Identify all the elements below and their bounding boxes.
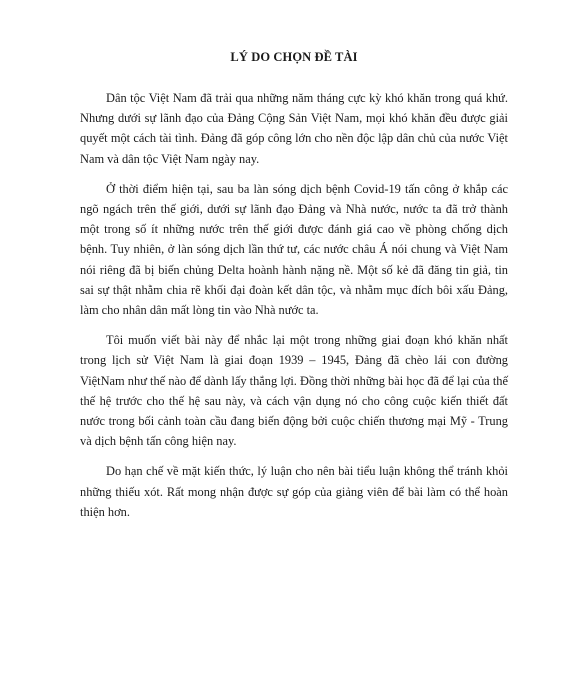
paragraph-intro: Dân tộc Việt Nam đã trải qua những năm tháng cực kỳ khó khăn trong quá khứ. Nhưng dưới sự lãnh đạo của Đảng Cộng Sản Việt Nam, mọi khó khăn đều được giải quyết một cách tài tình. Đảng đã góp công lớn cho nền độc lập dân chủ của nước Việt Nam và dân tộc Việt Nam ngày nay. bbox=[80, 91, 508, 166]
document-title: LÝ DO CHỌN ĐỀ TÀI bbox=[230, 50, 358, 64]
paragraph-purpose: Tôi muốn viết bài này để nhắc lại một trong những giai đoạn khó khăn nhất trong lịch sử Việt Nam là giai đoạn 1939 – 1945, Đảng đã chèo lái con đường ViệtNam như thế nào để dành lấy thắng lợi. Đồng thời những bài học đã để lại của thế thế hệ trước cho thế hệ sau này, và cách vận dụng nó cho công cuộc kiến thiết đất nước trong bối cảnh toàn cầu đang biến động bởi cuộc chiến thương mại Mỹ - Trung và dịch bệnh tấn công hiện nay. bbox=[80, 333, 508, 449]
paragraph-closing: Do hạn chế về mặt kiến thức, lý luận cho nên bài tiểu luận không thể tránh khỏi những thiếu xót. Rất mong nhận được sự góp của giảng viên để bài làm có thể hoàn thiện hơn. bbox=[80, 464, 508, 519]
paragraph-current-situation: Ở thời điểm hiện tại, sau ba làn sóng dịch bệnh Covid-19 tấn công ở khắp các ngõ ngách trên thế giới, dưới sự lãnh đạo Đảng và Nhà nước, nước ta đã trở thành một trong số ít những nước trên thế giới được đánh giá cao về phòng chống dịch bệnh. Tuy nhiên, ở làn sóng dịch lần thứ tư, các nước châu Á nói chung và Việt Nam nói riêng đã bị biến chủng Delta hoành hành nặng nề. Một số kẻ đã đăng tin giả, tin sai sự thật nhằm chia rẽ khối đại đoàn kết dân tộc, và nhằm mục đích bôi xấu Đảng, làm cho nhân dân mất lòng tin vào Nhà nước ta. bbox=[80, 181, 508, 318]
